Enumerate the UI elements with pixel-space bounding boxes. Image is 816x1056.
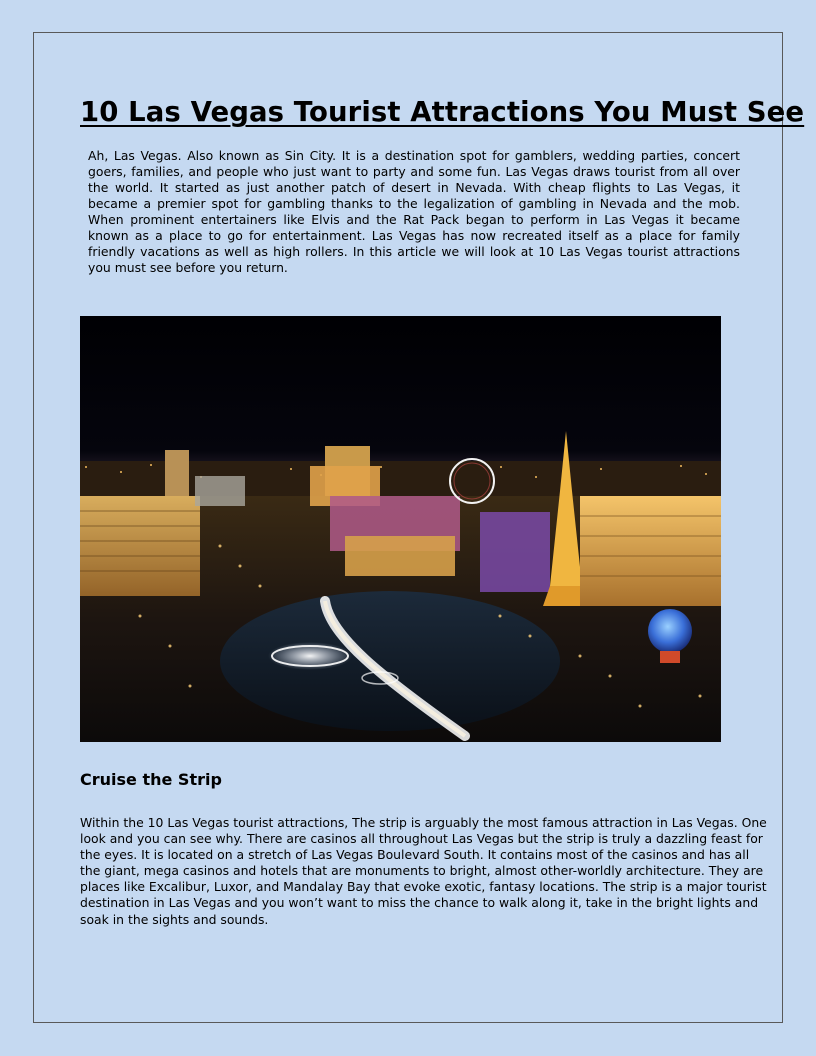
article-title: 10 Las Vegas Tourist Attractions You Must See xyxy=(80,96,805,128)
section-body-cruise-the-strip: Within the 10 Las Vegas tourist attractions, The strip is arguably the most famous attraction in Las Vegas. One look and you can see why. There are casinos all throughout Las Vegas but the strip is truly a dazzling feast for the eyes. It is located on a stretch of Las Vegas Boulevard South. It contains most of the casinos and has all the giant, mega casinos and hotels that are monuments to bright, almost other-worldly architecture. They are places like Excalibur, Luxor, and Mandalay Bay that evoke exotic, fantasy locations. The strip is a major tourist destination in Las Vegas and you won’t want to miss the chance to walk along it, take in the bright lights and soak in the sights and sounds. xyxy=(80,815,767,927)
intro-paragraph: Ah, Las Vegas. Also known as Sin City. It is a destination spot for gamblers, wedding parties, concert goers, families, and people who just want to party and some fun. Las Vegas draws tourist from all over the world. It started as just another patch of desert in Nevada. With cheap flights to Las Vegas, it became a premier spot for gambling thanks to the legalization of gambling in Nevada and the mob. When prominent entertainers like Elvis and the Rat Pack began to perform in Las Vegas it became known as a place to go for entertainment. Las Vegas has now recreated itself as a place for family friendly vacations as well as high rollers. In this article we will look at 10 Las Vegas tourist attractions you must see before you return. xyxy=(88,148,740,275)
las-vegas-strip-photo xyxy=(80,316,721,742)
section-heading-cruise-the-strip: Cruise the Strip xyxy=(80,770,222,789)
